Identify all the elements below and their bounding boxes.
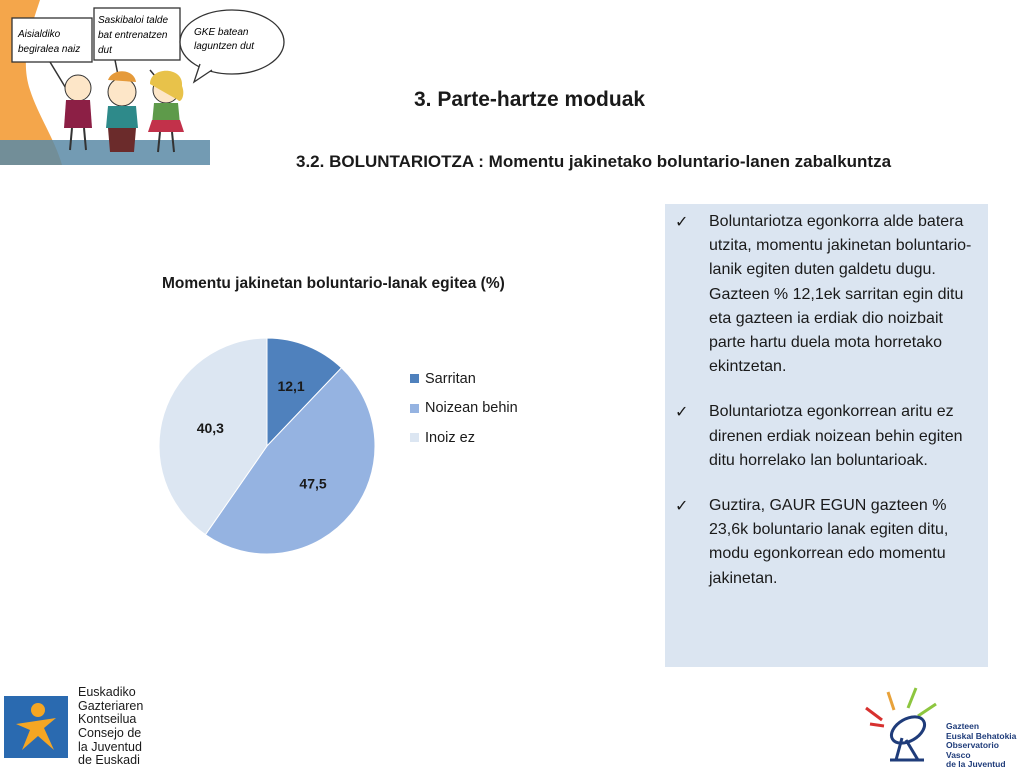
org-name-es-3: de Euskadi (78, 753, 140, 767)
note-text: Boluntariotza egonkorrean aritu ez direnen erdiak noizean behin egiten ditu horrelako lan boluntarioak. (709, 403, 963, 469)
page-title: 3. Parte-hartze moduak (414, 88, 646, 111)
svg-text:laguntzen dut: laguntzen dut (194, 41, 255, 52)
observatorio-line: Observatorio Vasco (946, 740, 999, 760)
svg-text:bat entrenatzen: bat entrenatzen (98, 30, 168, 41)
org-name-es-2: la Juventud (78, 739, 142, 754)
child-1-body (64, 100, 92, 128)
pie-data-label: 47,5 (299, 475, 327, 492)
children-with-signs-illustration (0, 0, 290, 170)
org-name-eu-3: Kontseilua (78, 712, 137, 726)
checkmark-icon: ✓ (675, 496, 689, 516)
note-item (675, 400, 976, 473)
observatorio-line: Euskal Behatokia (946, 730, 1017, 741)
child-2-body (106, 106, 138, 128)
pie-data-label: 40,3 (196, 420, 224, 437)
notes-panel (665, 204, 988, 667)
legend-swatch (410, 433, 419, 442)
legend-item-noizean-behin (410, 394, 518, 424)
pie-chart (140, 320, 400, 580)
svg-text:GKE batean: GKE batean (194, 27, 249, 38)
observatorio-line: de la Juventud (946, 759, 1006, 770)
note-text: Boluntariotza egonkorra alde batera utzita, momentu jakinetan boluntario-lanik egiten duten galdetu dugu. Gazteen % 12,1ek sarritan egin ditu eta gazteen ia erdiak dio noizbait parte hartu duela mota horretako ekintzetan. (709, 213, 972, 376)
legend-label: Sarritan (425, 370, 476, 387)
checkmark-icon: ✓ (675, 402, 689, 422)
note-item (675, 494, 976, 591)
observatorio-line: Gazteen (946, 721, 980, 731)
observatorio-name (946, 722, 1024, 770)
bubble-1-line-2: begiralea naiz (18, 44, 81, 55)
child-1-head (65, 75, 91, 101)
note-text: Guztira, GAUR EGUN gazteen % 23,6k boluntario lanak egiten ditu, modu egonkorrean edo momentu jakinetan. (709, 497, 949, 587)
sign-board-1 (12, 18, 92, 62)
legend-item-inoiz-ez (410, 423, 518, 453)
section-subtitle: 3.2. BOLUNTARIOTZA : Momentu jakinetako boluntario-lanen zabalkuntza (296, 152, 892, 171)
chart-title: Momentu jakinetan boluntario-lanak egitea (%) (162, 275, 505, 292)
bubble-1-line-1: Aisialdiko (18, 29, 61, 40)
header-illustration (0, 0, 290, 170)
legend-label: Noizean behin (425, 400, 518, 417)
org-name-eu-1: Euskadiko (78, 685, 136, 699)
child-2-head (108, 78, 136, 106)
legend-swatch (410, 404, 419, 413)
ground-strip (0, 140, 210, 165)
org-name-es-1: Consejo de (78, 726, 142, 740)
note-item (675, 210, 976, 379)
legend-label: Inoiz ez (425, 429, 475, 446)
observatorio-logo (860, 680, 1024, 768)
chart-legend (410, 364, 518, 453)
checkmark-icon: ✓ (675, 212, 689, 231)
consejo-juventud-logo (4, 686, 204, 766)
egk-logo-icon (4, 696, 68, 758)
svg-text:Saskibaloi talde: Saskibaloi talde (98, 15, 169, 26)
legend-swatch (410, 374, 419, 383)
pie-data-label: 12,1 (277, 377, 305, 394)
org-name-eu-2: Gazteriaren (78, 698, 144, 713)
antenna-icon (860, 680, 946, 768)
svg-text:dut: dut (98, 45, 112, 56)
legend-item-sarritan (410, 364, 518, 394)
